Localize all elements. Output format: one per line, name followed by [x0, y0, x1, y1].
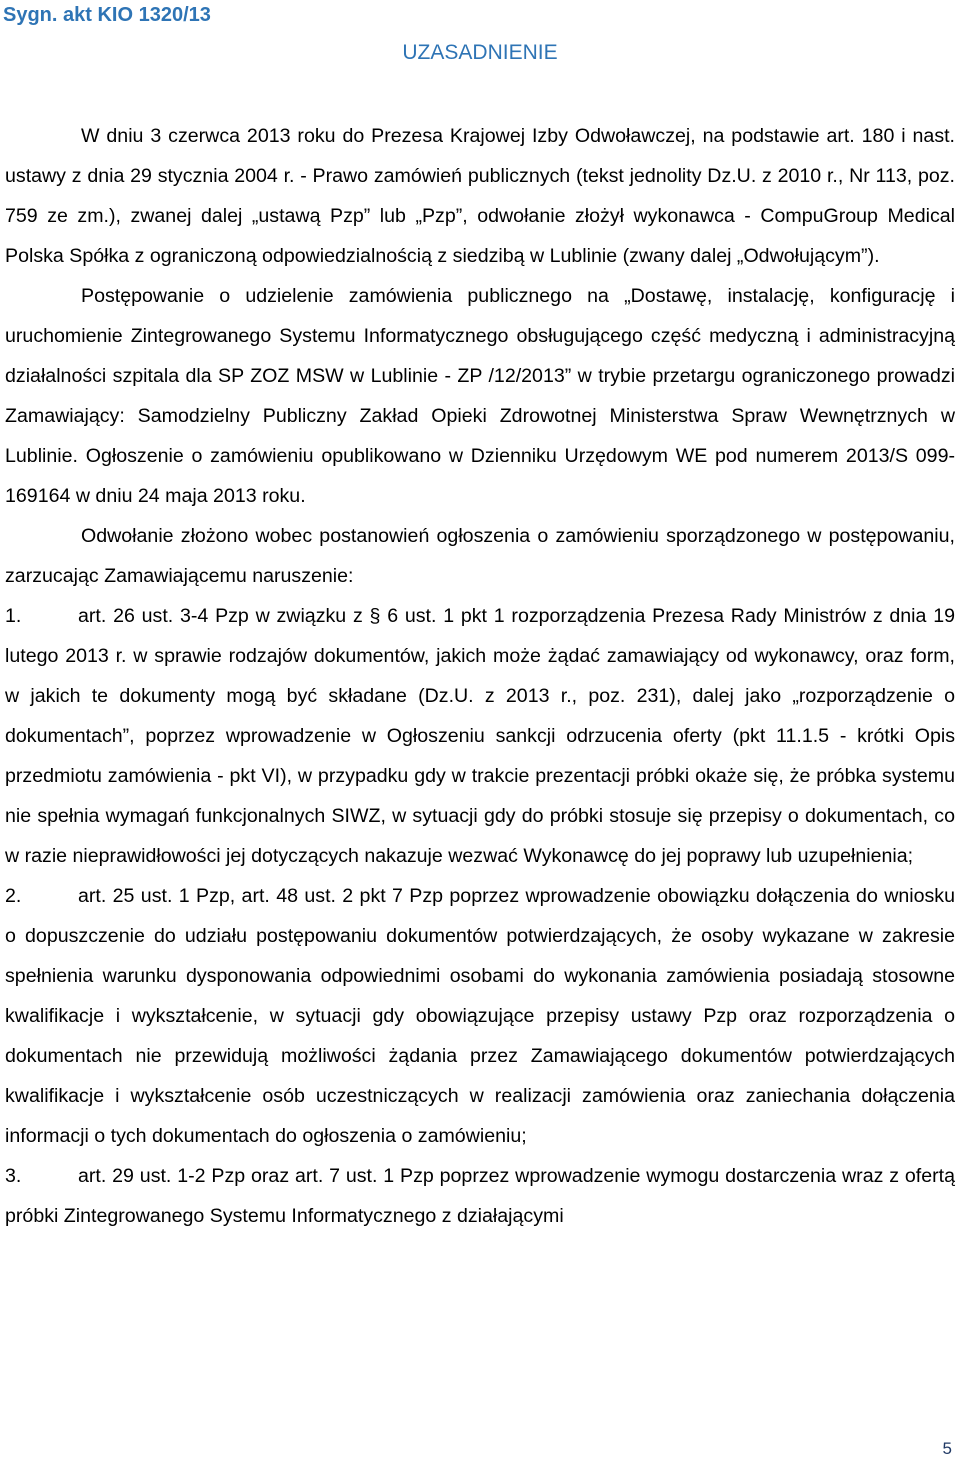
case-signature: Sygn. akt KIO 1320/13 [3, 4, 211, 26]
list-item-text: art. 29 ust. 1-2 Pzp oraz art. 7 ust. 1 Pzp poprzez wprowadzenie wymogu dostarczenia wraz z ofertą próbki Zintegrowanego Systemu Informatycznego z działającymi [5, 1165, 955, 1227]
paragraph-appeal: W dniu 3 czerwca 2013 roku do Prezesa Krajowej Izby Odwoławczej, na podstawie art. 180 i nast. ustawy z dnia 29 stycznia 2004 r. - Prawo zamówień publicznych (tekst jednolity Dz.U. z 2010 r., Nr 113, poz. 759 ze zm.), zwanej dalej „ustawą Pzp” lub „Pzp”, odwołanie złożył wykonawca - CompuGroup Medical Polska Spółka z ograniczoną odpowiedzialnością z siedzibą w Lublinie (zwany dalej „Odwołującym”). [5, 125, 955, 267]
page-number: 5 [942, 1439, 952, 1458]
list-item [5, 876, 955, 1156]
list-item-number: 1. [5, 605, 22, 627]
list-item [5, 1156, 955, 1236]
list-item-number: 3. [5, 1165, 22, 1187]
document-title: UZASADNIENIE [402, 41, 558, 64]
list-item [5, 596, 955, 876]
list-item-text: art. 26 ust. 3-4 Pzp w związku z § 6 ust. 1 pkt 1 rozporządzenia Prezesa Rady Ministrów z dnia 19 lutego 2013 r. w sprawie rodzajów dokumentów, jakich może żądać zamawiający od wykonawcy, oraz form, w jakich te dokumenty mogą być składane (Dz.U. z 2013 r., poz. 231), dalej jako „rozporządzenie o dokumentach”, poprzez wprowadzenie w Ogłoszeniu sankcji odrzucenia oferty (pkt 11.1.5 - krótki Opis przedmiotu zamówienia - pkt VI), w przypadku gdy w trakcie prezentacji próbki okaże się, że próbka systemu nie spełnia wymagań funkcjonalnych SIWZ, w sytuacji gdy do próbki stosuje się przepisy o dokumentach, co w razie nieprawidłowości jej dotyczących nakazuje wezwać Wykonawcę do jej poprawy lub uzupełnienia; [5, 605, 955, 867]
list-item-number: 2. [5, 885, 22, 907]
document-body [5, 116, 955, 1236]
paragraph-procedure: Postępowanie o udzielenie zamówienia publicznego na „Dostawę, instalację, konfigurację i uruchomienie Zintegrowanego Systemu Informatycznego obsługującego część medyczną i administracyjną działalności szpitala dla SP ZOZ MSW w Lublinie - ZP /12/2013” w trybie przetargu ograniczonego prowadzi Zamawiający: Samodzielny Publiczny Zakład Opieki Zdrowotnej Ministerstwa Spraw Wewnętrznych w Lublinie. Ogłoszenie o zamówieniu opublikowano w Dzienniku Urzędowym WE pod numerem 2013/S 099-169164 w dniu 24 maja 2013 roku. [5, 285, 955, 507]
paragraph-charges-intro: Odwołanie złożono wobec postanowień ogłoszenia o zamówieniu sporządzonego w postępowaniu, zarzucając Zamawiającemu naruszenie: [5, 525, 955, 587]
list-item-text: art. 25 ust. 1 Pzp, art. 48 ust. 2 pkt 7 Pzp poprzez wprowadzenie obowiązku dołączenia do wniosku o dopuszczenie do udziału postępowaniu dokumentów potwierdzających, że osoby wykazane w zakresie spełnienia warunku dysponowania odpowiednimi osobami do wykonania zamówienia posiadają stosowne kwalifikacje i wykształcenie, w sytuacji gdy obowiązujące przepisy ustawy Pzp oraz rozporządzenia o dokumentach nie przewidują możliwości żądania przez Zamawiającego dokumentów potwierdzających kwalifikacje i wykształcenie osób uczestniczących w realizacji zamówienia oraz zaniechania dołączenia informacji o tych dokumentach do ogłoszenia o zamówieniu; [5, 885, 955, 1147]
